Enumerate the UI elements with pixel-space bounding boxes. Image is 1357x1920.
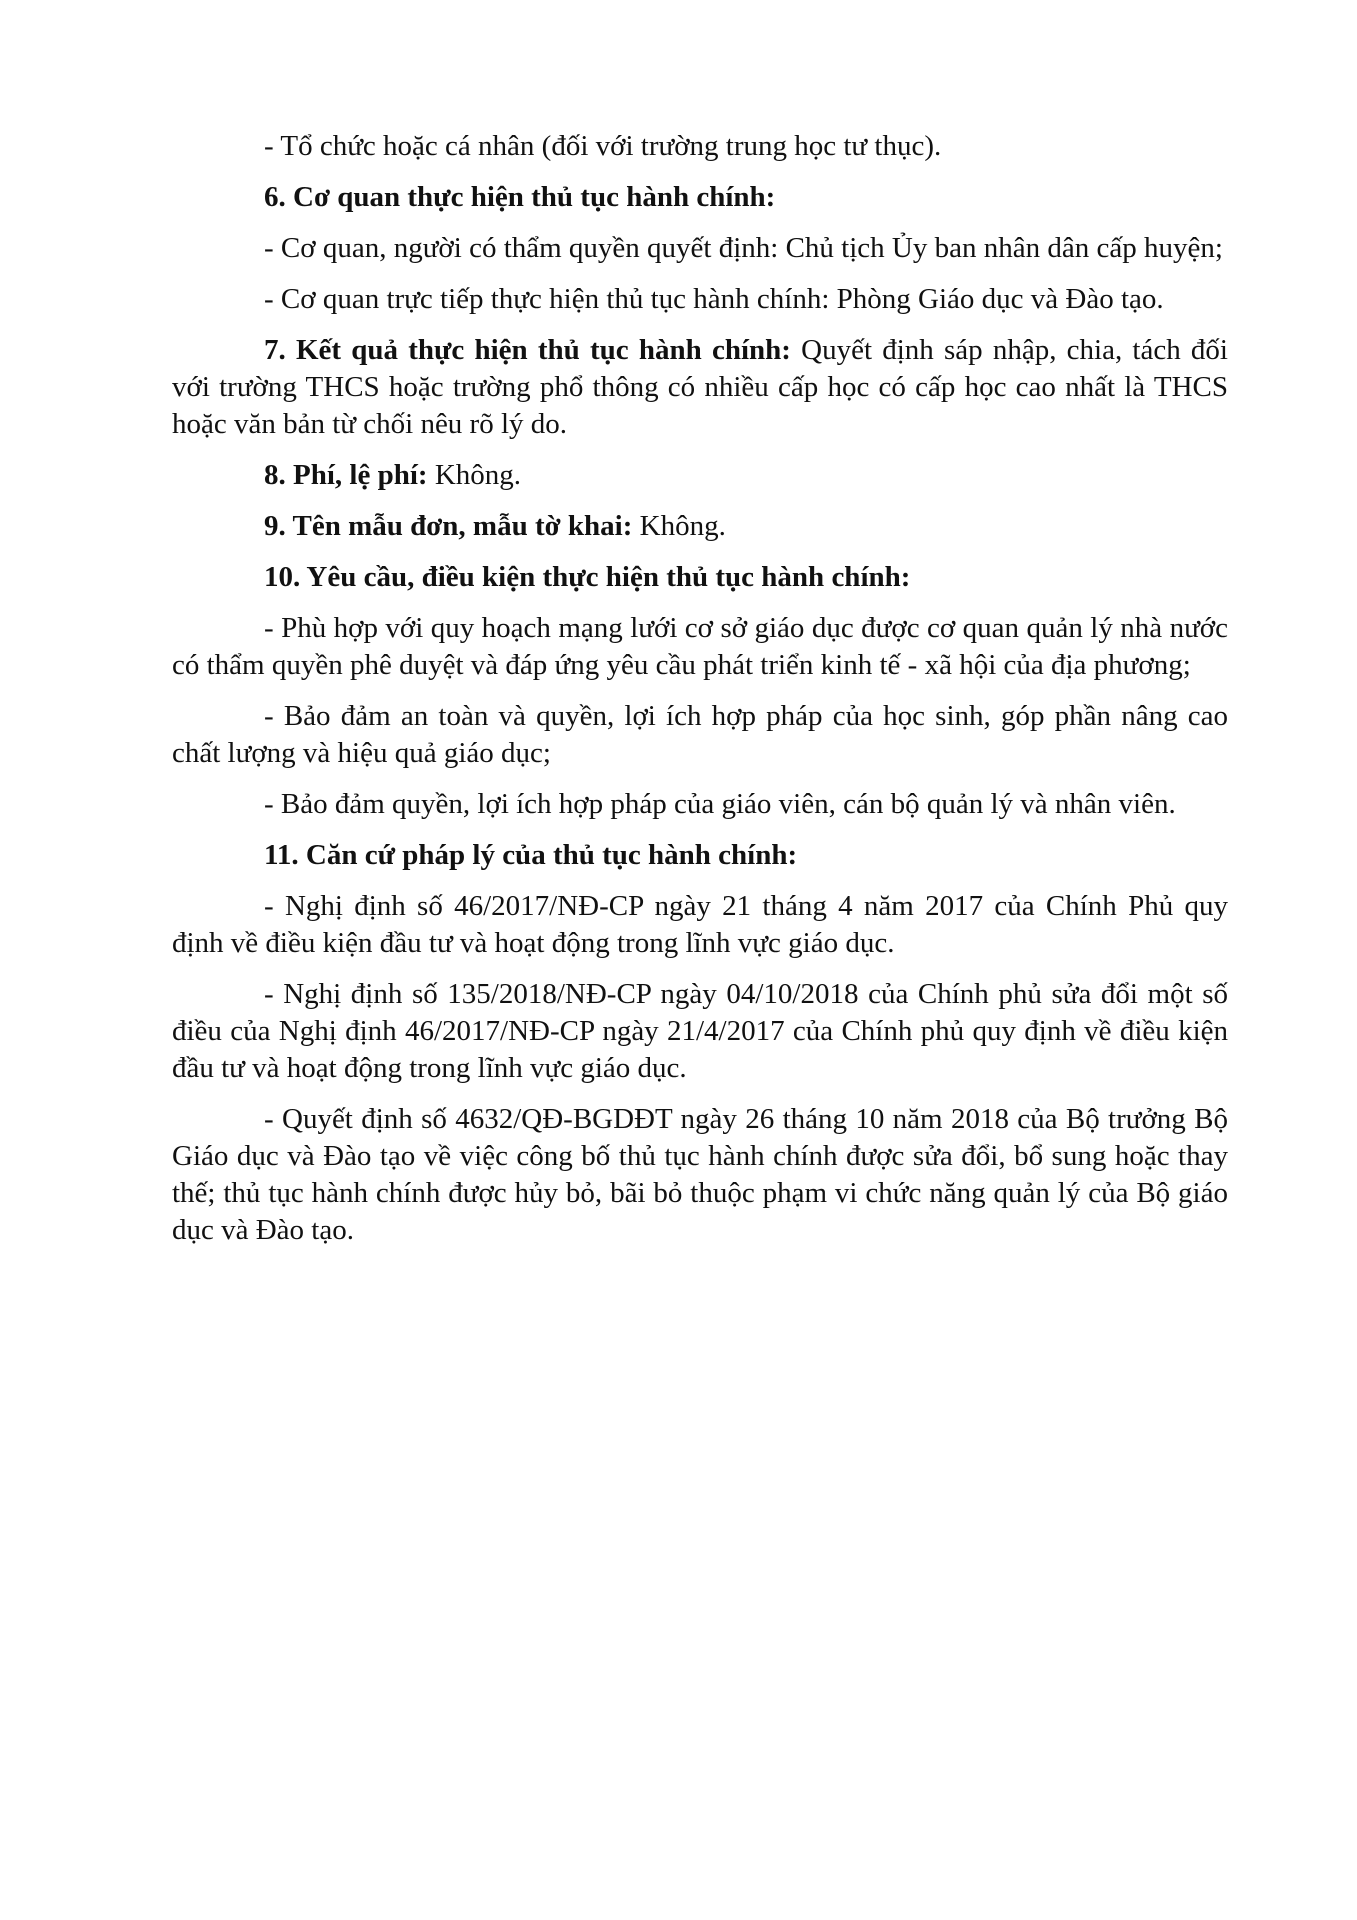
section-9-text: Không. (632, 510, 726, 542)
section-11-item-1: - Nghị định số 46/2017/NĐ-CP ngày 21 tháng 4 năm 2017 của Chính Phủ quy định về điều kiện đầu tư và hoạt động trong lĩnh vực giáo dục. (172, 890, 1228, 959)
section-10-item-2: - Bảo đảm an toàn và quyền, lợi ích hợp pháp của học sinh, góp phần nâng cao chất lượng và hiệu quả giáo dục; (172, 700, 1228, 769)
section-10-item-3: - Bảo đảm quyền, lợi ích hợp pháp của giáo viên, cán bộ quản lý và nhân viên. (264, 788, 1176, 820)
document-body (172, 128, 1228, 1263)
section-11-item-3: - Quyết định số 4632/QĐ-BGDĐT ngày 26 tháng 10 năm 2018 của Bộ trưởng Bộ Giáo dục và Đào tạo về việc công bố thủ tục hành chính được sửa đổi, bổ sung hoặc thay thế; thủ tục hành chính được hủy bỏ, bãi bỏ thuộc phạm vi chức năng quản lý của Bộ giáo dục và Đào tạo. (172, 1103, 1228, 1246)
section-7-heading: 7. Kết quả thực hiện thủ tục hành chính: (264, 334, 791, 366)
section-7-text: Quyết định sáp nhập, chia, tách đối với trường THCS hoặc trường phổ thông có nhiều cấp học có cấp học cao nhất là THCS hoặc văn bản từ chối nêu rõ lý do. (172, 334, 1228, 440)
paragraph-applicant: - Tổ chức hoặc cá nhân (đối với trường trung học tư thục). (264, 130, 942, 162)
section-8-paragraph (172, 457, 1228, 494)
section-11-heading: 11. Căn cứ pháp lý của thủ tục hành chính: (264, 839, 798, 871)
section-9-paragraph (172, 508, 1228, 545)
section-6-item-1: - Cơ quan, người có thẩm quyền quyết định: Chủ tịch Ủy ban nhân dân cấp huyện; (264, 232, 1223, 264)
section-8-text: Không. (427, 459, 522, 491)
section-9-heading: 9. Tên mẫu đơn, mẫu tờ khai: (264, 510, 633, 542)
section-10-heading: 10. Yêu cầu, điều kiện thực hiện thủ tục hành chính: (264, 561, 911, 593)
section-6-item-2: - Cơ quan trực tiếp thực hiện thủ tục hành chính: Phòng Giáo dục và Đào tạo. (264, 283, 1164, 315)
section-7-paragraph (172, 332, 1228, 443)
section-8-heading: 8. Phí, lệ phí: (264, 459, 428, 491)
section-11-item-2: - Nghị định số 135/2018/NĐ-CP ngày 04/10/2018 của Chính phủ sửa đổi một số điều của Nghị định 46/2017/NĐ-CP ngày 21/4/2017 của Chính phủ quy định về điều kiện đầu tư và hoạt động trong lĩnh vực giáo dục. (172, 978, 1228, 1084)
section-10-item-1: - Phù hợp với quy hoạch mạng lưới cơ sở giáo dục được cơ quan quản lý nhà nước có thẩm quyền phê duyệt và đáp ứng yêu cầu phát triển kinh tế - xã hội của địa phương; (172, 612, 1228, 681)
section-6-heading: 6. Cơ quan thực hiện thủ tục hành chính: (264, 181, 776, 213)
